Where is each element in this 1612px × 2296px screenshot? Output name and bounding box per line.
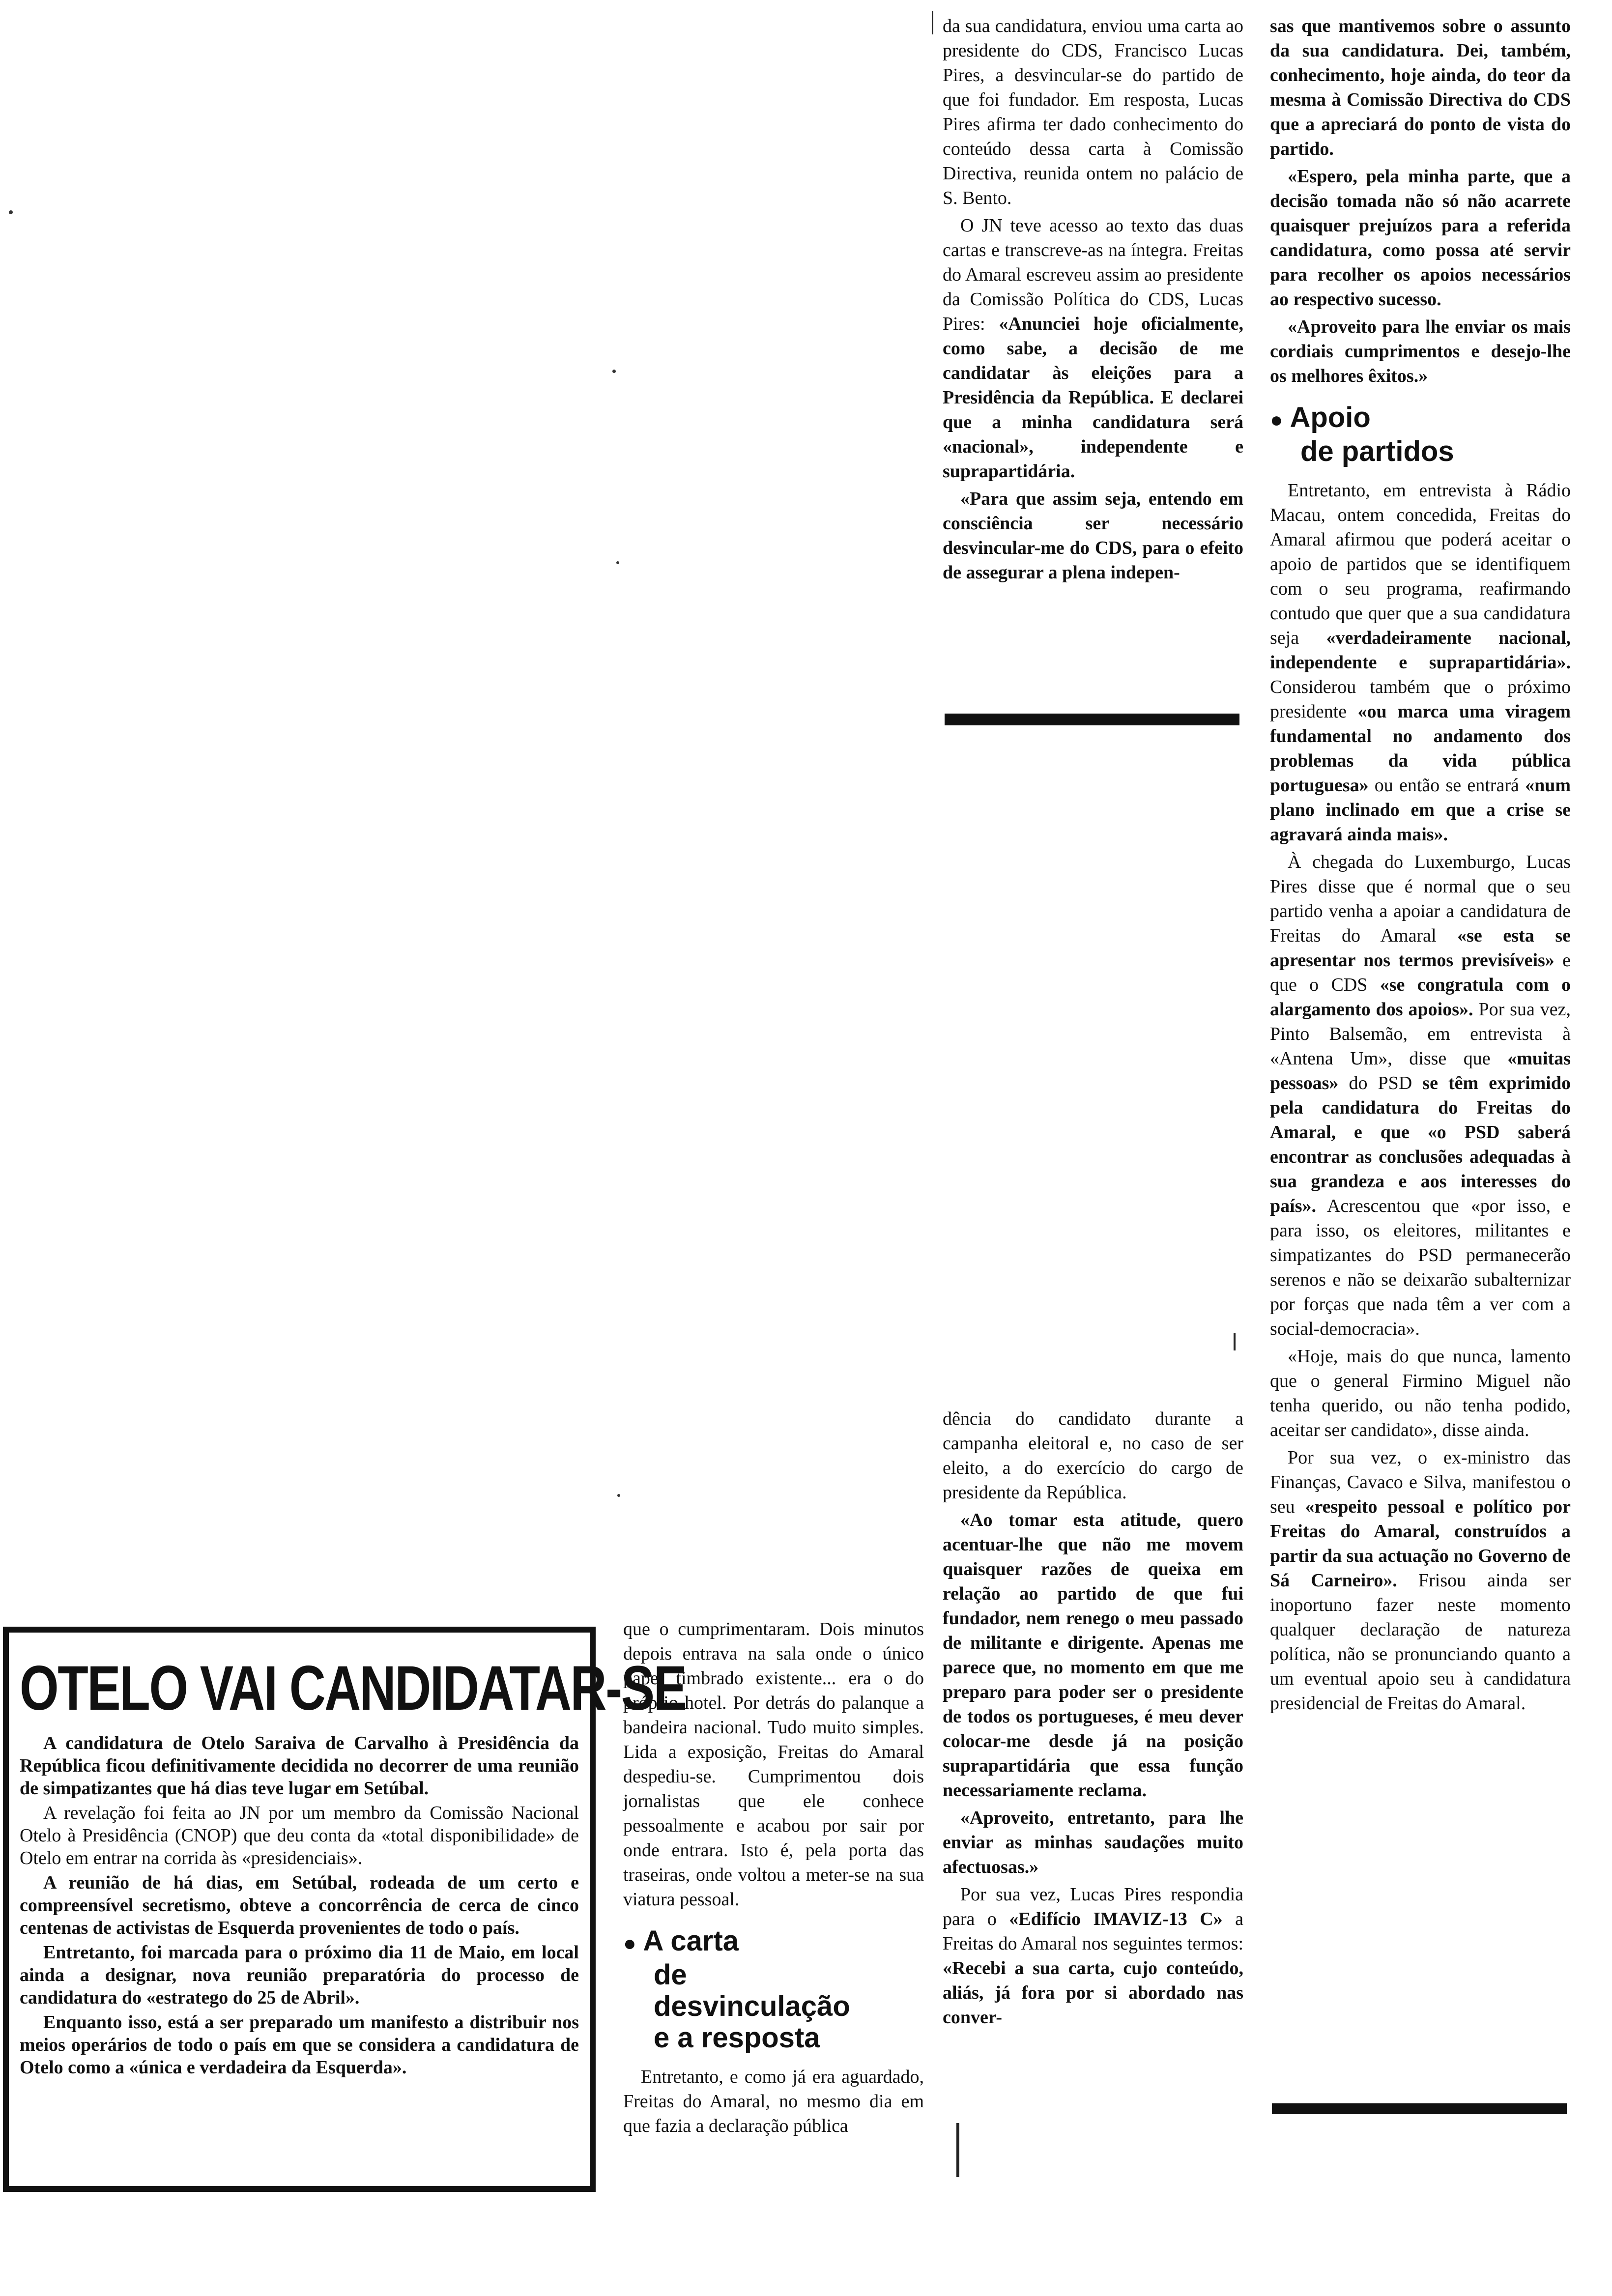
col-b-p4-quote-1: «verdadeiramente nacional, independente e suprapartidária». bbox=[1270, 628, 1571, 673]
col-b-p5-a: À chegada do Luxemburgo, Lucas Pires disse que é normal que o seu partido venha a apoiar a candidatura de Freitas do Amaral bbox=[1270, 852, 1571, 946]
col-c-paragraph-4 bbox=[943, 1882, 1243, 2030]
col-b-p7-a: Por sua vez, o ex-ministro das Finanças, Cavaco e Silva, manifestou o seu bbox=[1270, 1447, 1571, 1517]
col-d-paragraph-1: que o cumprimentaram. Dois minutos depois entrava na sala onde o único papel timbrado existente... era o do próprio hotel. Por detrás do palanque a bandeira nacional. Tudo muito simples. Lida a exposição, Freitas do Amaral despediu-se. Cumprimentou dois jornalistas que ele conhece pessoalmente e acabou por sair por onde entrara. Isto é, pela porta das traseiras, onde voltou a meter-se na sua viatura pessoal. bbox=[623, 1619, 924, 1910]
col-b-p5-j: Acrescentou que «por isso, e para isso, os eleitores, militantes e simpatizantes do PSD permanecerão serenos e não se deixarão subalternizar por forças que nada têm a ver com a social-democracia». bbox=[1270, 1196, 1571, 1339]
col-b-paragraph-2: «Espero, pela minha parte, que a decisão tomada não só não acarrete quaisquer prejuízos para a referida candidatura, como possa até servir para recolher os apoios necessários ao respectivo sucesso. bbox=[1270, 166, 1571, 310]
col-b-paragraph-1: sas que mantivemos sobre o assunto da sua candidatura. Dei, também, conhecimento, hoje ainda, do teor da mesma à Comissão Directiva do CDS que a apreciará do ponto de vista do partido. bbox=[1270, 16, 1571, 159]
col-a-quote-letter: «Anunciei hoje oficialmente, como sabe, a decisão de me candidatar às eleições para a Presidência da República. E declarei que a minha candidatura será «nacional», independente e suprapartidária. bbox=[943, 314, 1244, 482]
col-b-paragraph-4 bbox=[1270, 478, 1571, 847]
col-b-p7-c: Frisou ainda ser inoportuno fazer neste momento qualquer declaração de natureza política, não se pronunciando quanto a um eventual apoio seu à candidatura presidencial de Freitas do Amaral. bbox=[1270, 1570, 1571, 1714]
col-b-subhead bbox=[1270, 402, 1571, 467]
col-d-subhead bbox=[623, 1925, 924, 2054]
col-b-p5-h: se têm exprimido pela candidatura do Freitas do Amaral, e que bbox=[1270, 1073, 1571, 1143]
col-d-subhead-line-1: A carta bbox=[643, 1925, 739, 1957]
col-c-paragraph-3: «Aproveito, entretanto, para lhe enviar as minhas saudações muito afectuosas.» bbox=[943, 1808, 1243, 1877]
col-b-p4-c: Considerou também que o próximo presidente bbox=[1270, 677, 1571, 722]
col-c-paragraph-1: dência do candidato durante a campanha eleitoral e, no caso de ser eleito, a do exercício do cargo de presidente da República. bbox=[943, 1408, 1243, 1503]
col-a-paragraph-2 bbox=[943, 213, 1243, 484]
col-b-p5-quote-2: «se congratula com o alargamento dos apoios». bbox=[1270, 975, 1571, 1020]
col-b-subhead-line-2: de partidos bbox=[1300, 435, 1454, 467]
col-b-p4-quote-3: «num plano inclinado em que a crise se agravará ainda mais». bbox=[1270, 775, 1571, 845]
col-b-p5-quote-4: «o PSD saberá encontrar as conclusões adequadas à sua grandeza e aos interesses do país». bbox=[1270, 1122, 1571, 1216]
col-b-p4-quote-2: «ou marca uma viragem fundamental no andamento dos problemas da vida pública portuguesa» bbox=[1270, 701, 1571, 796]
column-c bbox=[943, 1406, 1243, 2033]
col-b-paragraph-6: «Hoje, mais do que nunca, lamento que o general Firmino Miguel não tenha querido, ou não tenha podido, aceitar ser candidato», disse ainda. bbox=[1270, 1346, 1571, 1440]
col-c-p4-c: a Freitas do Amaral nos seguintes termos: bbox=[943, 1909, 1243, 1954]
scan-speck bbox=[617, 1494, 620, 1497]
col-b-subhead-line-1: Apoio bbox=[1290, 402, 1371, 433]
col-c-p4-quote-2: «Recebi a sua carta, cujo conteúdo, aliás, já fora por si abordado nas conver- bbox=[943, 1958, 1243, 2028]
col-a-paragraph-3: «Para que assim seja, entendo em consciência ser necessário desvincular-me do CDS, para o efeito de assegurar a plena indepen- bbox=[943, 488, 1243, 583]
otelo-paragraph-5: Enquanto isso, está a ser preparado um manifesto a distribuir nos meios operários de todo o país em que se considera a candidatura de Otelo como a «única e verdadeira da Esquerda». bbox=[20, 2012, 579, 2078]
column-b bbox=[1270, 14, 1571, 1719]
col-b-p5-e: Por sua vez, Pinto Balsemão, em entrevista à «Antena Um», disse que bbox=[1270, 999, 1571, 1069]
scan-speck bbox=[612, 370, 616, 373]
otelo-paragraph-3: A reunião de há dias, em Setúbal, rodeada de um certo e compreensível secretismo, obteve a concorrência de cerca de cinco centenas de activistas de Esquerda provenientes de todo o país. bbox=[20, 1872, 579, 1938]
col-b-p5-quote-1: «se esta se apresentar nos termos previsíveis» bbox=[1270, 925, 1571, 971]
col-b-p4-a: Entretanto, em entrevista à Rádio Macau, ontem concedida, Freitas do Amaral afirmou que poderá aceitar o apoio de partidos que se identifiquem com o seu programa, reafirmando contudo que quer que a sua candidatura seja bbox=[1270, 480, 1571, 648]
col-d-paragraph-2: Entretanto, e como já era aguardado, Freitas do Amaral, no mesmo dia em que fazia a declaração pública bbox=[623, 2066, 924, 2136]
column-c-end-mark bbox=[956, 2123, 959, 2177]
col-b-p7-quote: «respeito pessoal e político por Freitas do Amaral, construídos a partir da sua actuação no Governo de Sá Carneiro». bbox=[1270, 1496, 1571, 1591]
col-b-paragraph-5 bbox=[1270, 850, 1571, 1341]
otelo-paragraph-1: A candidatura de Otelo Saraiva de Carvalho à Presidência da República ficou definitivamente decidida no decorrer de uma reunião de simpatizantes que há dias teve lugar em Setúbal. bbox=[20, 1733, 579, 1799]
col-c-p4-a: Por sua vez, Lucas Pires respondia para o bbox=[943, 1884, 1243, 1929]
scan-speck bbox=[9, 210, 13, 214]
col-d-subhead-line-4: e a resposta bbox=[654, 2022, 820, 2054]
otelo-paragraph-4: Entretanto, foi marcada para o próximo dia 11 de Maio, em local ainda a designar, nova reunião preparatória do processo de candidatura do «estratego do 25 de Abril». bbox=[20, 1942, 579, 2008]
col-b-p5-c: e que o CDS bbox=[1270, 950, 1571, 995]
col-d-subhead-line-3: desvinculação bbox=[654, 1990, 850, 2022]
column-a bbox=[943, 14, 1243, 588]
otelo-paragraph-2: A revelação foi feita ao JN por um membro da Comissão Nacional Otelo à Presidência (CNOP) que deu conta da «total disponibilidade» de Otelo em entrar na corrida às «presidenciais». bbox=[20, 1803, 579, 1868]
column-b-end-rule bbox=[1272, 2103, 1567, 2114]
otelo-article-box bbox=[3, 1627, 686, 2192]
otelo-headline: OTELO VAI CANDIDATAR-SE bbox=[20, 1653, 686, 1723]
column-a-end-rule bbox=[945, 714, 1239, 725]
col-b-p5-quote-3: «muitas pessoas» bbox=[1270, 1048, 1571, 1093]
scan-mark bbox=[1234, 1333, 1236, 1350]
col-b-paragraph-7 bbox=[1270, 1445, 1571, 1716]
col-c-paragraph-2: «Ao tomar esta atitude, quero acentuar-lhe que não me movem quaisquer razões de queixa em relação ao partido de que fui fundador, nem renego o meu passado de militante e dirigente. Apenas me parece que, no momento em que me preparo para poder ser o presidente de todos os portugueses, é meu dever colocar-me desde já na posição suprapartidária que essa função necessariamente reclama. bbox=[943, 1510, 1243, 1801]
col-b-p4-e: ou então se entrará bbox=[1374, 775, 1519, 796]
col-a-paragraph-2-lead: O JN teve acesso ao texto das duas cartas e transcreve-as na íntegra. Freitas do Amaral escreveu assim ao presidente da Comissão Política do CDS, Lucas Pires: bbox=[943, 215, 1243, 334]
col-c-p4-quote-1: «Edifício IMAVIZ-13 C» bbox=[1009, 1909, 1223, 1929]
col-a-paragraph-1: da sua candidatura, enviou uma carta ao presidente do CDS, Francisco Lucas Pires, a desvincular-se do partido de que foi fundador. Em resposta, Lucas Pires afirma ter dado conhecimento do conteúdo dessa carta à Comissão Directiva, reunida ontem no palácio de S. Bento. bbox=[943, 16, 1243, 208]
col-d-subhead-line-2: de bbox=[654, 1959, 687, 1991]
scan-mark bbox=[932, 11, 933, 34]
bullet-icon: ● bbox=[623, 1931, 636, 1955]
scan-speck bbox=[616, 561, 619, 564]
col-b-paragraph-3: «Aproveito para lhe enviar os mais cordiais cumprimentos e desejo-lhe os melhores êxitos.» bbox=[1270, 316, 1571, 386]
bullet-icon: ● bbox=[1270, 408, 1283, 432]
col-b-p5-g: do PSD bbox=[1349, 1073, 1412, 1093]
